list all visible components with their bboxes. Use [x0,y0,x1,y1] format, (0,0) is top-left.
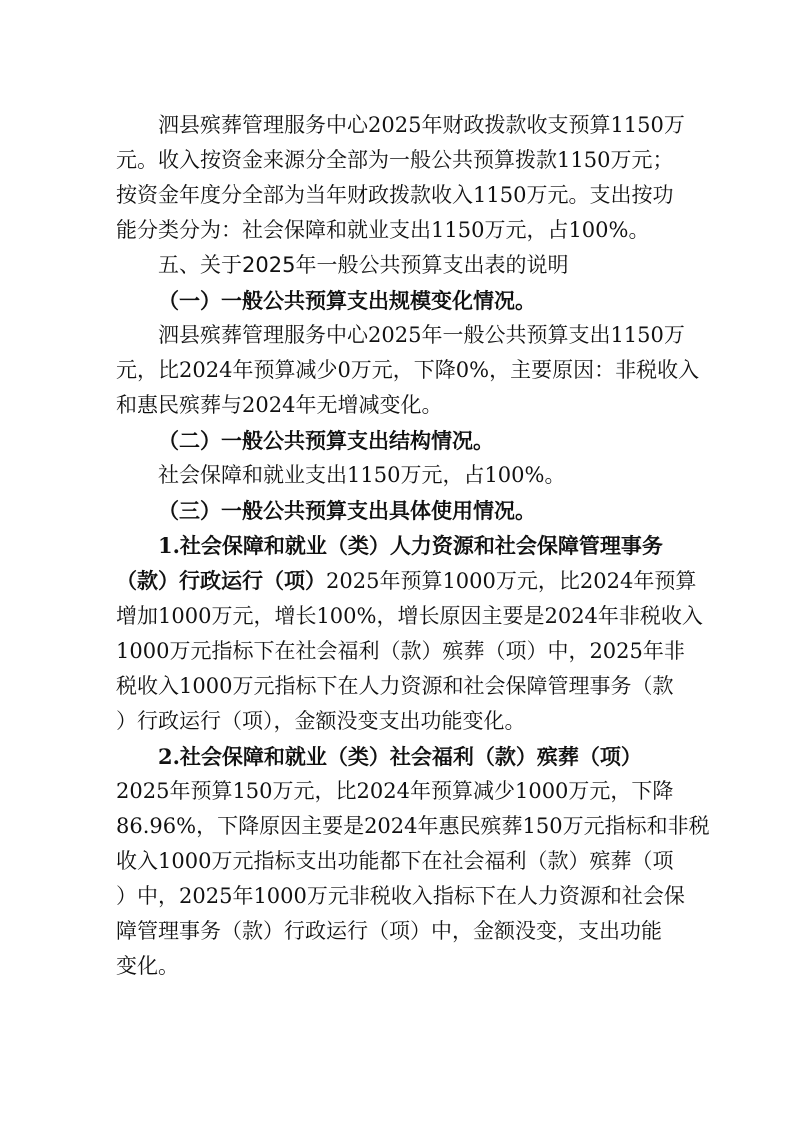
text-fragment: 2025年预算1000万元，比2024年预算 [326,569,697,593]
text-line: 变化。 [116,954,179,978]
text-line: ）中，2025年1000万元非税收入指标下在人力资源和社会保 [116,884,685,908]
text-line: 1000万元指标下在社会福利（款）殡葬（项）中，2025年非 [116,639,685,663]
text-line: 泗县殡葬管理服务中心2025年一般公共预算支出1150万 [158,323,685,347]
text-line: 86.96%，下降原因主要是2024年惠民殡葬150万元指标和非税 [116,814,710,838]
document-body [116,108,710,984]
text-line [116,563,697,599]
paragraph-item-1 [116,528,703,739]
text-line: 增加1000万元，增长100%，增长原因主要是2024年非税收入 [116,604,703,628]
text-line: 和惠民殡葬与2024年无增减变化。 [116,393,443,417]
paragraph-item-2 [116,739,710,984]
text-line: 障管理事务（款）行政运行（项）中，金额没变，支出功能 [116,919,662,943]
text-line: 元，比2024年预算减少0万元，下降0%，主要原因：非税收入 [116,358,700,382]
text-line: 税收入1000万元指标下在人力资源和社会保障管理事务（款 [116,674,674,698]
text-line: 2025年预算150万元，比2024年预算减少1000万元，下降 [116,779,674,803]
section-heading-5: 五、关于2025年一般公共预算支出表的说明 [158,253,569,277]
text-line: 元。收入按资金来源分全部为一般公共预算拨款1150万元； [116,148,674,172]
paragraph-expenditure-structure: 社会保障和就业支出1150万元，占100%。 [158,463,566,487]
text-line: 收入1000万元指标支出功能都下在社会福利（款）殡葬（项 [116,849,674,873]
text-line: 按资金年度分全部为当年财政拨款收入1150万元。支出按功 [116,183,674,207]
text-line: ）行政运行（项），金额没变支出功能变化。 [116,709,526,733]
subsection-heading-3: （三）一般公共预算支出具体使用情况。 [158,498,536,523]
paragraph-budget-overview [116,108,685,248]
subsection-heading-1: （一）一般公共预算支出规模变化情况。 [158,288,536,313]
text-line: 泗县殡葬管理服务中心2025年财政拨款收支预算1150万 [158,113,685,137]
paragraph-expenditure-scale [116,318,700,423]
item-heading: 2.社会保障和就业（类）社会福利（款）殡葬（项） [158,744,642,769]
subsection-heading-2: （二）一般公共预算支出结构情况。 [158,428,494,453]
item-heading-continued: （款）行政运行（项） [116,568,326,593]
text-line: 能分类分为：社会保障和就业支出1150万元，占100%。 [116,218,650,242]
item-heading: 1.社会保障和就业（类）人力资源和社会保障管理事务 [158,533,663,558]
